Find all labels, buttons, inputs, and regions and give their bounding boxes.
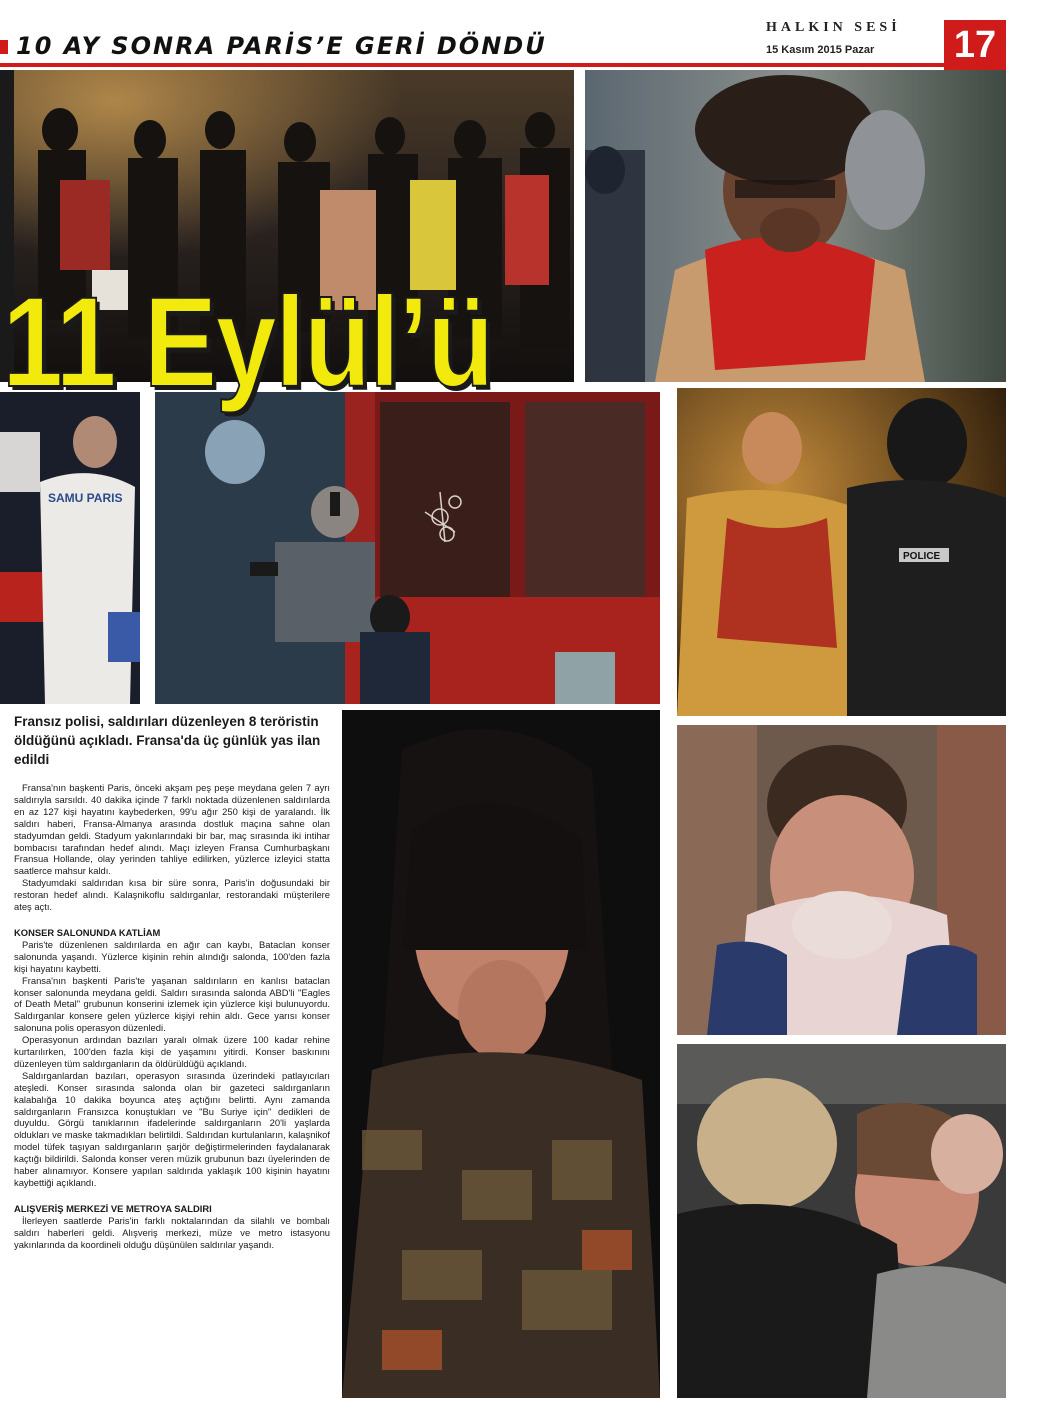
bloodied-man-police-photo: [677, 388, 1006, 716]
newspaper-name: HALKIN SESİ: [766, 20, 901, 35]
bullet-holes-window-photo: [155, 392, 660, 704]
article-subhead: KONSER SALONUNDA KATLİAM: [14, 926, 161, 938]
crying-woman-photo: [342, 710, 660, 1398]
article-paragraph: Fransa'nın başkenti Paris, önceki akşam peş peşe meydana gelen 7 ayrı saldırıyla sarsıldı. 40 dakika içinde 7 farklı noktada düzenlenen saldırılarda en az 127 kişi hayatını kaybederken, 99'u ağır 250 kişi de yaralandı. İlk saldırı haberi, Fransa-Almanya arasında dostluk maçına sahne olan stadyumdan geldi. Stadyum yakınlarındaki bir bar, maç sırasında iki intihar bombacısı tarafından hedef alındı. Maçı izleyen Fransa Cumhurbaşkanı Fransua Hollande, olay yerinden tahliye edilirken, yüzlerce izleyici statta saatlerce mahsur kaldı.: [14, 782, 330, 877]
woman-white-scarf-photo: [677, 725, 1006, 1035]
hugging-women-photo: [677, 1044, 1006, 1398]
page-number: 17: [944, 20, 1006, 70]
article-subhead: ALIŞVERİŞ MERKEZİ VE METROYA SALDIRI: [14, 1202, 212, 1214]
article-paragraph: Fransa'nın başkenti Paris'te yaşanan saldırıların en kanlısı bataclan konser salonunda meydana geldi. Saldırı sırasında salonda ABD'li "Eagles of Death Metal" grubunun konserini izlemek için yüzlerce kişi bulunuyordu. Saldırganlar konsere gelen yüzlerce kişiyi rehin aldı. Gece yarısı konser salonuna polis operasyon düzenledi.: [14, 974, 330, 1034]
article-paragraph: Stadyumdaki saldırıdan kısa bir süre sonra, Paris'in doğusundaki bir restoran hedef alındı. Kalaşnikoflu saldırganlar, restorandaki müşterilere ateş açtı.: [14, 877, 330, 913]
article-paragraph: Operasyonun ardından bazıları yaralı olmak üzere 100 kadar rehine kurtarılırken, 100'den fazla kişi de yaşamını yitirdi. Konser baskınını düzenleyen tüm saldırganların da öldürüldüğü açıklandı.: [14, 1034, 330, 1069]
page-title: 10 AY SONRA PARİS’E GERİ DÖNDÜ: [16, 32, 547, 60]
samu-paramedic-photo: [0, 392, 140, 704]
headline: 11 Eylül’ü: [2, 271, 493, 414]
police-label: POLICE: [903, 551, 941, 562]
article-body: [14, 782, 330, 1251]
article-lead: Fransız polisi, saldırıları düzenleyen 8 teröristin öldüğünü açıkladı. Fransa'da üç günlük yas ilan edildi: [14, 714, 321, 767]
samu-label: SAMU PARIS: [48, 491, 123, 505]
woman-red-scarf-photo: [585, 70, 1006, 382]
article-paragraph: Saldırganlardan bazıları, operasyon sırasında üzerindeki patlayıcıları ateşledi. Konser sırasında salonda olan bir gazeteci saldırganların kalabalığa 10 dakika boyunca ateş açtığını belirtti. Aynı zamanda saldırganların Fransızca konuştukları ve "Bu Suriye için" dedikleri de duyuldu. Görgü tanıklarının ifadelerinde saldırganların 20'li yaşlarda oldukları ve maske takmadıkları belirtildi. Saldırıdan kurtulanların, kalaşnikof model tüfek taşıyan saldırganların şarjör değiştirmelerinden faydalanarak kaçtığı bildirildi. Salonda konser veren müzik grubunun bazı üyelerinden de haber alınamıyor. Konsere yapılan saldırıda yaklaşık 100 kişinin hayatını kaybettiği açıklandı.: [14, 1069, 330, 1188]
article-paragraph: İlerleyen saatlerde Paris'in farklı noktalarından da silahlı ve bombalı saldırı haberleri geldi. Alışveriş merkezi, müze ve metro istasyonu yakınlarında da koordineli olduğu düşünülen saldırılar yaşandı.: [14, 1214, 330, 1250]
header-rule: [0, 63, 946, 67]
article-paragraph: Paris'te düzenlenen saldırılarda en ağır can kaybı, Bataclan konser salonunda yaşandı. Yüzlerce kişinin rehin alındığı salonda, 100'den fazla kişi hayatını kaybetti.: [14, 938, 330, 974]
issue-date: 15 Kasım 2015 Pazar: [766, 44, 875, 56]
